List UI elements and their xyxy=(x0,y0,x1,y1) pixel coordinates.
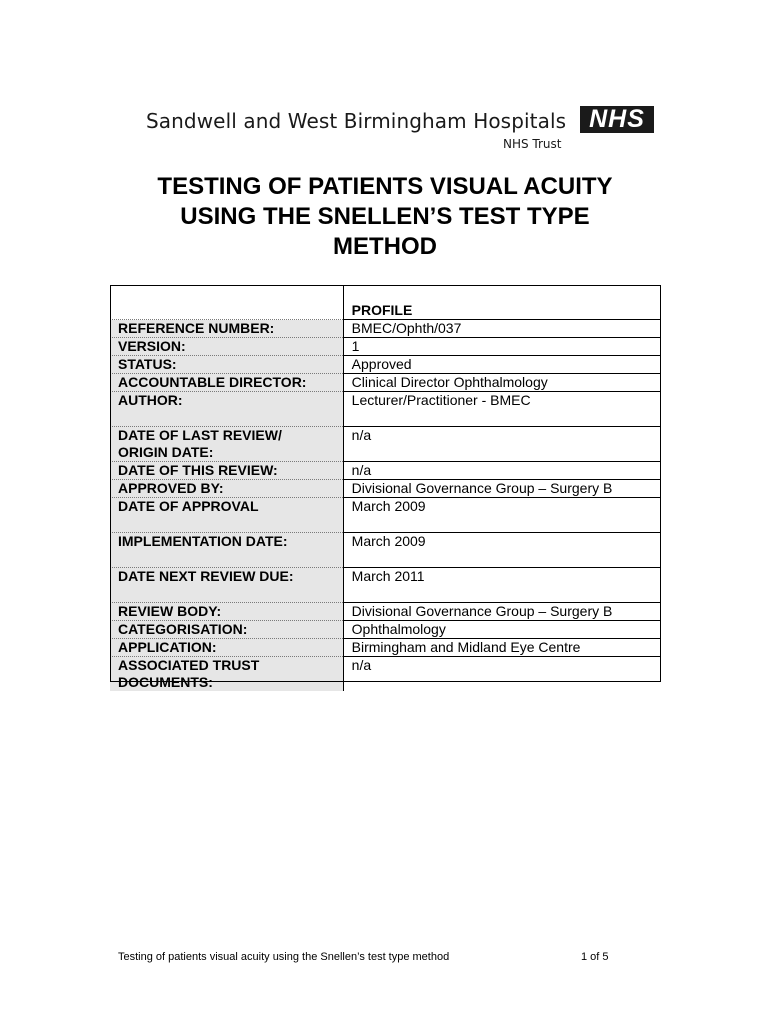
spacer-row xyxy=(110,409,661,427)
table-row xyxy=(110,498,661,516)
table-row xyxy=(110,533,661,551)
categorisation-label: CATEGORISATION: xyxy=(110,621,343,639)
organisation-name: Sandwell and West Birmingham Hospitals xyxy=(146,109,567,133)
this-review-label: DATE OF THIS REVIEW: xyxy=(110,462,343,480)
approved-by-value: Divisional Governance Group – Surgery B xyxy=(343,480,661,498)
review-body-value: Divisional Governance Group – Surgery B xyxy=(343,603,661,621)
table-row xyxy=(110,603,661,621)
table-row xyxy=(110,338,661,356)
nhs-logo: NHS xyxy=(580,106,654,133)
implementation-date-value: March 2009 xyxy=(343,533,661,551)
status-value: Approved xyxy=(343,356,661,374)
document-title xyxy=(90,172,680,262)
accountable-director-value: Clinical Director Ophthalmology xyxy=(343,374,661,392)
profile-table xyxy=(110,285,661,691)
review-body-label: REVIEW BODY: xyxy=(110,603,343,621)
table-row xyxy=(110,356,661,374)
last-review-label-line-2: ORIGIN DATE: xyxy=(118,444,214,460)
application-label: APPLICATION: xyxy=(110,639,343,657)
associated-docs-value: n/a xyxy=(343,657,661,692)
associated-docs-label-line-2: DOCUMENTS: xyxy=(118,674,213,690)
table-row xyxy=(110,392,661,410)
last-review-value: n/a xyxy=(343,427,661,462)
this-review-value: n/a xyxy=(343,462,661,480)
table-row xyxy=(110,639,661,657)
profile-heading: PROFILE xyxy=(351,302,413,318)
table-row xyxy=(110,462,661,480)
next-review-due-label: DATE NEXT REVIEW DUE: xyxy=(110,568,343,586)
title-line-2: USING THE SNELLEN’S TEST TYPE xyxy=(180,203,590,230)
application-value: Birmingham and Midland Eye Centre xyxy=(343,639,661,657)
table-row xyxy=(110,621,661,639)
document-header xyxy=(146,103,656,153)
footer-document-title: Testing of patients visual acuity using the Snellen’s test type method xyxy=(118,951,450,963)
reference-number-value: BMEC/Ophth/037 xyxy=(343,320,661,338)
table-row xyxy=(110,374,661,392)
associated-docs-label-line-1: ASSOCIATED TRUST xyxy=(118,657,260,673)
table-row xyxy=(110,320,661,338)
table-row xyxy=(110,568,661,586)
approved-by-label: APPROVED BY: xyxy=(110,480,343,498)
accountable-director-label: ACCOUNTABLE DIRECTOR: xyxy=(110,374,343,392)
spacer-row xyxy=(110,550,661,568)
spacer-row xyxy=(110,585,661,603)
status-label: STATUS: xyxy=(110,356,343,374)
title-line-3: METHOD xyxy=(333,233,437,260)
associated-docs-label xyxy=(110,657,343,692)
version-value: 1 xyxy=(343,338,661,356)
trust-subtitle: NHS Trust xyxy=(503,137,562,151)
next-review-due-value: March 2011 xyxy=(343,568,661,586)
date-of-approval-label: DATE OF APPROVAL xyxy=(110,498,343,516)
last-review-label xyxy=(110,427,343,462)
version-label: VERSION: xyxy=(110,338,343,356)
author-value: Lecturer/Practitioner - BMEC xyxy=(343,392,661,410)
page-number: 1 of 5 xyxy=(581,951,609,963)
categorisation-value: Ophthalmology xyxy=(343,621,661,639)
implementation-date-label: IMPLEMENTATION DATE: xyxy=(110,533,343,551)
last-review-label-line-1: DATE OF LAST REVIEW/ xyxy=(118,427,282,443)
date-of-approval-value: March 2009 xyxy=(343,498,661,516)
profile-heading-row xyxy=(110,285,661,320)
spacer-row xyxy=(110,515,661,533)
title-line-1: TESTING OF PATIENTS VISUAL ACUITY xyxy=(157,173,613,200)
table-row xyxy=(110,427,661,462)
reference-number-label: REFERENCE NUMBER: xyxy=(110,320,343,338)
table-row xyxy=(110,480,661,498)
author-label: AUTHOR: xyxy=(110,392,343,410)
page-footer xyxy=(118,951,618,963)
table-row xyxy=(110,657,661,692)
